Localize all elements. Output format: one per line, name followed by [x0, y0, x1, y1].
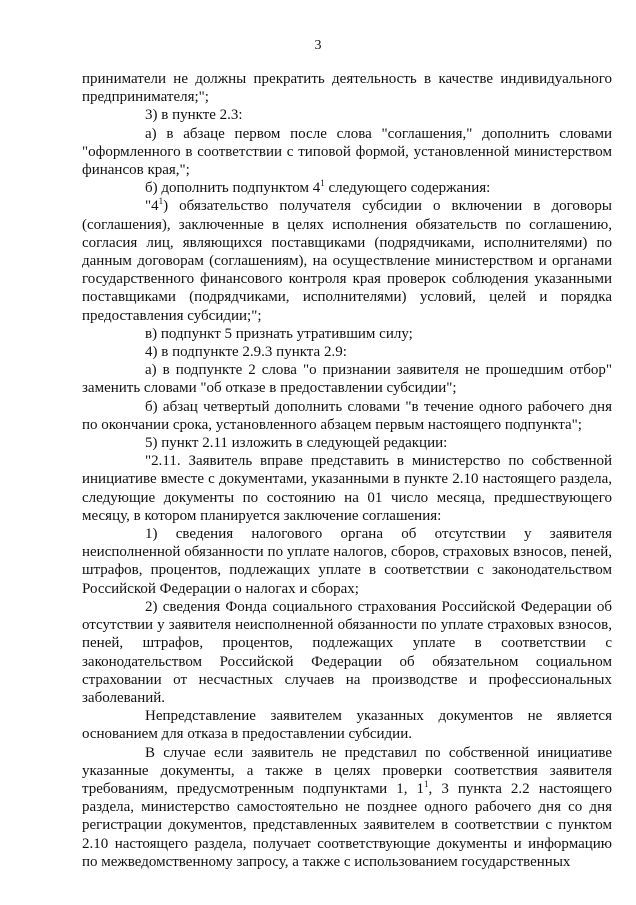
- paragraph-item-4a: а) в подпункте 2 слова "о признании заявителя не прошедшим отбор" заменить словами "об отказе в предоставлении субсидии";: [82, 362, 612, 397]
- paragraph-subitem-4-1: [82, 197, 612, 324]
- paragraph-item-5: 5) пункт 2.11 изложить в следующей редакции:: [145, 435, 448, 452]
- paragraph-interagency-request: [82, 744, 612, 871]
- paragraph-text: б) дополнить подпунктом 4: [145, 180, 321, 197]
- superscript: 1: [320, 178, 325, 189]
- paragraph-clause-2-11: "2.11. Заявитель вправе представить в министерство по собственной инициативе вместе с документами, указанными в пункте 2.10 настоящего раздела, следующие документы по состоянию на 01 число месяца, предшествующего месяцу, в котором планируется заключение соглашения:: [82, 453, 612, 524]
- superscript: 1: [424, 778, 429, 789]
- paragraph-item-4: 4) в подпункте 2.9.3 пункта 2.9:: [145, 344, 347, 361]
- paragraph-text: В случае если заявитель не представил по собственной инициативе указанные документы, а также в целях проверки соответствия заявителя требованиям, предусмотренным подпунктами 1, 1: [82, 744, 612, 797]
- paragraph-item-3v: в) подпункт 5 признать утратившим силу;: [145, 325, 413, 342]
- paragraph-clause-2-11-item-1: 1) сведения налогового органа об отсутствии у заявителя неисполненной обязанности по уплате налогов, сборов, страховых взносов, пеней, штрафов, процентов, подлежащих уплате в соответствии с законодательством Российской Федерации о налогах и сборах;: [82, 526, 612, 597]
- paragraph-item-3: 3) в пункте 2.3:: [145, 107, 243, 124]
- paragraph-text: следующего содержания:: [324, 180, 491, 197]
- paragraph-clause-2-11-item-2: 2) сведения Фонда социального страхования Российской Федерации об отсутствии у заявителя неисполненной обязанности по уплате страховых взносов, пеней, штрафов, процентов, подлежащих уплате в соответствии с законодательством Российской Федерации об обязательном социальном страховании от несчастных случаев на производстве и профессиональных заболеваний.: [82, 598, 612, 706]
- paragraph-text: , 3 пункта 2.2 настоящего раздела, министерство самостоятельно не позднее одного рабочего дня со дня регистрации документов, представленных заявителем в соответствии с пунктом 2.10 настоящего раздела, получает соответствующие документы и информацию по межведомственному запросу, а также с использованием государственных: [82, 780, 612, 870]
- paragraph-item-3b: [82, 179, 612, 197]
- paragraph-item-4b: б) абзац четвертый дополнить словами "в течение одного рабочего дня по окончании срока, установленного абзацем первым настоящего подпункта";: [82, 398, 612, 433]
- paragraph-text: ) обязательство получателя субсидии о включении в договоры (соглашения), заключенные в целях исполнения обязательств по соглашению, согласия лиц, являющихся поставщиками (подрядчиками, исполнителями) по данным договорам (соглашениям), на осуществление министерством и органами государственного финансового контроля края проверок соблюдения указанными поставщиками (подрядчиками, исполнителями) условий, целей и порядка предоставления субсидии;";: [82, 198, 612, 324]
- superscript: 1: [158, 196, 164, 207]
- paragraph-item-3a: а) в абзаце первом после слова "соглашения," дополнить словами "оформленного в соответствии с типовой формой, установленной министерством финансов края,";: [82, 125, 612, 179]
- paragraph-text: "4: [145, 198, 159, 215]
- page-number: 3: [314, 38, 322, 53]
- paragraph-nonsubmission: Непредставление заявителем указанных документов не является основанием для отказа в предоставлении субсидии.: [82, 708, 612, 743]
- paragraph-continuation: приниматели не должны прекратить деятельность в качестве индивидуального предпринимателя;";: [82, 71, 612, 106]
- document-body: [82, 70, 612, 871]
